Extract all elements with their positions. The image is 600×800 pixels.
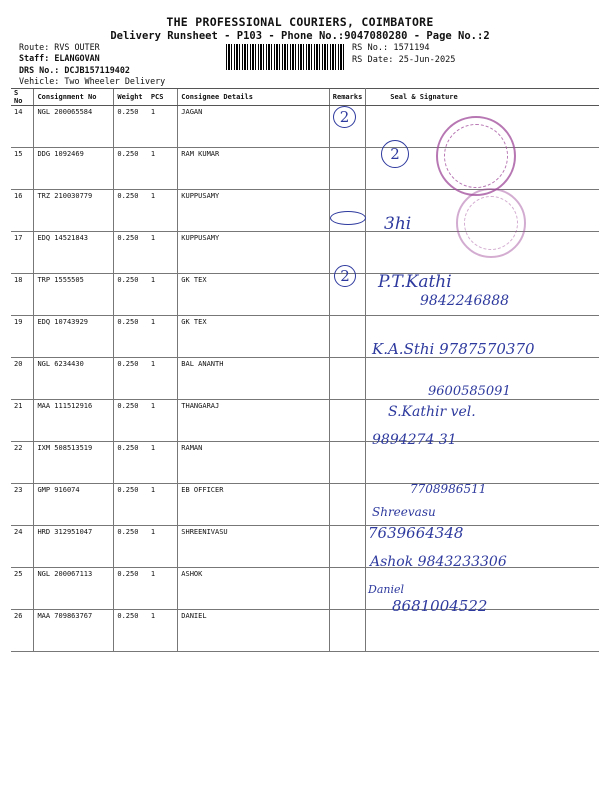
consignment-cell: DDG 1092469 (34, 148, 114, 190)
sno-cell: 14 (11, 106, 34, 148)
phone-22: 9894274 31 (372, 432, 457, 448)
consignee-cell: DANIEL (178, 610, 330, 652)
drs-label: DRS No.: (19, 65, 60, 75)
consignment-cell: MAA 111512916 (34, 400, 114, 442)
phone-19: 9842246888 (420, 293, 510, 309)
weight-cell: 0.250 (114, 232, 148, 274)
signature-18: P.T.Kathi (378, 272, 452, 292)
remarks-cell (329, 400, 366, 442)
name-24: Shreevasu (372, 505, 436, 519)
remark-mark-14: 2 (333, 106, 356, 128)
weight-cell: 0.250 (114, 106, 148, 148)
consignment-cell: EDQ 10743929 (34, 316, 114, 358)
page-title: THE PROFESSIONAL COURIERS, COIMBATORE (166, 15, 434, 29)
consignee-cell: ASHOK (178, 568, 330, 610)
consignee-cell: RAMAN (178, 442, 330, 484)
consignment-cell: IXM 508513519 (34, 442, 114, 484)
remark-dash-17 (330, 211, 366, 225)
consignment-cell: TRZ 210030779 (34, 190, 114, 232)
remarks-cell (329, 610, 366, 652)
staff-label: Staff: (19, 53, 50, 63)
phone-26: 8681004522 (392, 597, 488, 615)
name-22: S.Kathir vel. (388, 404, 476, 420)
consignment-cell: HRD 312951047 (34, 526, 114, 568)
rs-date: RS Date: 25-Jun-2025 (352, 55, 456, 65)
table-row (11, 568, 599, 610)
barcode (226, 44, 344, 70)
consignment-cell: NGL 200065584 (34, 106, 114, 148)
seal-stamp-2 (456, 188, 526, 258)
remarks-cell (329, 316, 366, 358)
sno-cell: 24 (11, 526, 34, 568)
sno-cell: 22 (11, 442, 34, 484)
sno-cell: 16 (11, 190, 34, 232)
weight-cell: 0.250 (114, 610, 148, 652)
table-row (11, 274, 599, 316)
signature-17: 3hi (384, 214, 412, 234)
weight-cell: 0.250 (114, 400, 148, 442)
phone-23: 7708986511 (410, 482, 487, 496)
pcs-header: PCS (148, 89, 178, 106)
drs-line (19, 65, 130, 76)
consignee-cell: GK TEX (178, 316, 330, 358)
consignee-cell: EB OFFICER (178, 484, 330, 526)
pcs-cell: 1 (148, 106, 178, 148)
sno-cell: 23 (11, 484, 34, 526)
pcs-cell: 1 (148, 274, 178, 316)
table-row (11, 484, 599, 526)
table-row (11, 358, 599, 400)
consignee-cell: JAGAN (178, 106, 330, 148)
remarks-cell (329, 148, 366, 190)
pcs-cell: 1 (148, 400, 178, 442)
weight-cell: 0.250 (114, 442, 148, 484)
sno-cell: 25 (11, 568, 34, 610)
weight-cell: 0.250 (114, 190, 148, 232)
phone-24: 7639664348 (368, 524, 464, 542)
phone-21: 9600585091 (428, 384, 511, 399)
remarks-cell (329, 484, 366, 526)
consignee-cell: GK TEX (178, 274, 330, 316)
table-row (11, 610, 599, 652)
table-header-row (11, 89, 599, 106)
consignment-cell: MAA 709863767 (34, 610, 114, 652)
sno-header: S No (11, 89, 34, 106)
consignment-header: Consignment No (34, 89, 114, 106)
remarks-header: Remarks (329, 89, 366, 106)
signature-20: K.A.Sthi 9787570370 (372, 340, 535, 358)
drs-number: DCJB157119402 (64, 65, 130, 75)
sno-cell: 18 (11, 274, 34, 316)
consignee-cell: BAL ANANTH (178, 358, 330, 400)
consignment-cell: EDQ 14521843 (34, 232, 114, 274)
page-subtitle: Delivery Runsheet - P103 - Phone No.:9047080280 - Page No.:2 (110, 30, 490, 42)
sno-cell: 26 (11, 610, 34, 652)
pcs-cell: 1 (148, 148, 178, 190)
table-row (11, 442, 599, 484)
route-label: Route: RVS OUTER (19, 42, 100, 52)
consignment-cell: NGL 200067113 (34, 568, 114, 610)
pcs-cell: 1 (148, 526, 178, 568)
sno-cell: 15 (11, 148, 34, 190)
remarks-cell (329, 358, 366, 400)
name-26: Daniel (368, 583, 405, 596)
consignment-cell: GMP 916074 (34, 484, 114, 526)
table-row (11, 526, 599, 568)
signature-cell (366, 610, 599, 652)
pcs-cell: 1 (148, 190, 178, 232)
pcs-cell: 1 (148, 610, 178, 652)
sno-cell: 20 (11, 358, 34, 400)
consignee-cell: RAM KUMAR (178, 148, 330, 190)
seal-signature-header: Seal & Signature (366, 89, 599, 106)
remarks-cell (329, 442, 366, 484)
weight-cell: 0.250 (114, 484, 148, 526)
consignee-cell: SHREENIVASU (178, 526, 330, 568)
pcs-cell: 1 (148, 358, 178, 400)
signature-25: Ashok 9843233306 (370, 554, 507, 570)
weight-cell: 0.250 (114, 148, 148, 190)
remark-mark-18: 2 (334, 265, 356, 287)
consignment-cell: NGL 6234430 (34, 358, 114, 400)
rs-number: RS No.: 1571194 (352, 43, 430, 53)
staff-name: ELANGOVAN (54, 53, 100, 63)
sno-cell: 17 (11, 232, 34, 274)
weight-cell: 0.250 (114, 274, 148, 316)
weight-cell: 0.250 (114, 358, 148, 400)
remarks-cell (329, 568, 366, 610)
vehicle-label: Vehicle: Two Wheeler Delivery (19, 76, 166, 86)
consignee-cell: KUPPUSAMY (178, 232, 330, 274)
remarks-cell (329, 526, 366, 568)
table-row (11, 400, 599, 442)
pcs-cell: 1 (148, 568, 178, 610)
seal-stamp-1 (436, 116, 516, 196)
pcs-cell: 1 (148, 232, 178, 274)
weight-header: Weight (114, 89, 148, 106)
sno-cell: 19 (11, 316, 34, 358)
pcs-cell: 1 (148, 316, 178, 358)
pcs-cell: 1 (148, 484, 178, 526)
consignee-cell: THANGARAJ (178, 400, 330, 442)
sno-cell: 21 (11, 400, 34, 442)
pcs-cell: 1 (148, 442, 178, 484)
weight-cell: 0.250 (114, 526, 148, 568)
consignee-header: Consignee Details (178, 89, 330, 106)
staff-line (19, 53, 100, 64)
consignee-cell: KUPPUSAMY (178, 190, 330, 232)
weight-cell: 0.250 (114, 316, 148, 358)
consignment-cell: TRP 1555505 (34, 274, 114, 316)
remark-mark-15: 2 (381, 140, 409, 168)
weight-cell: 0.250 (114, 568, 148, 610)
